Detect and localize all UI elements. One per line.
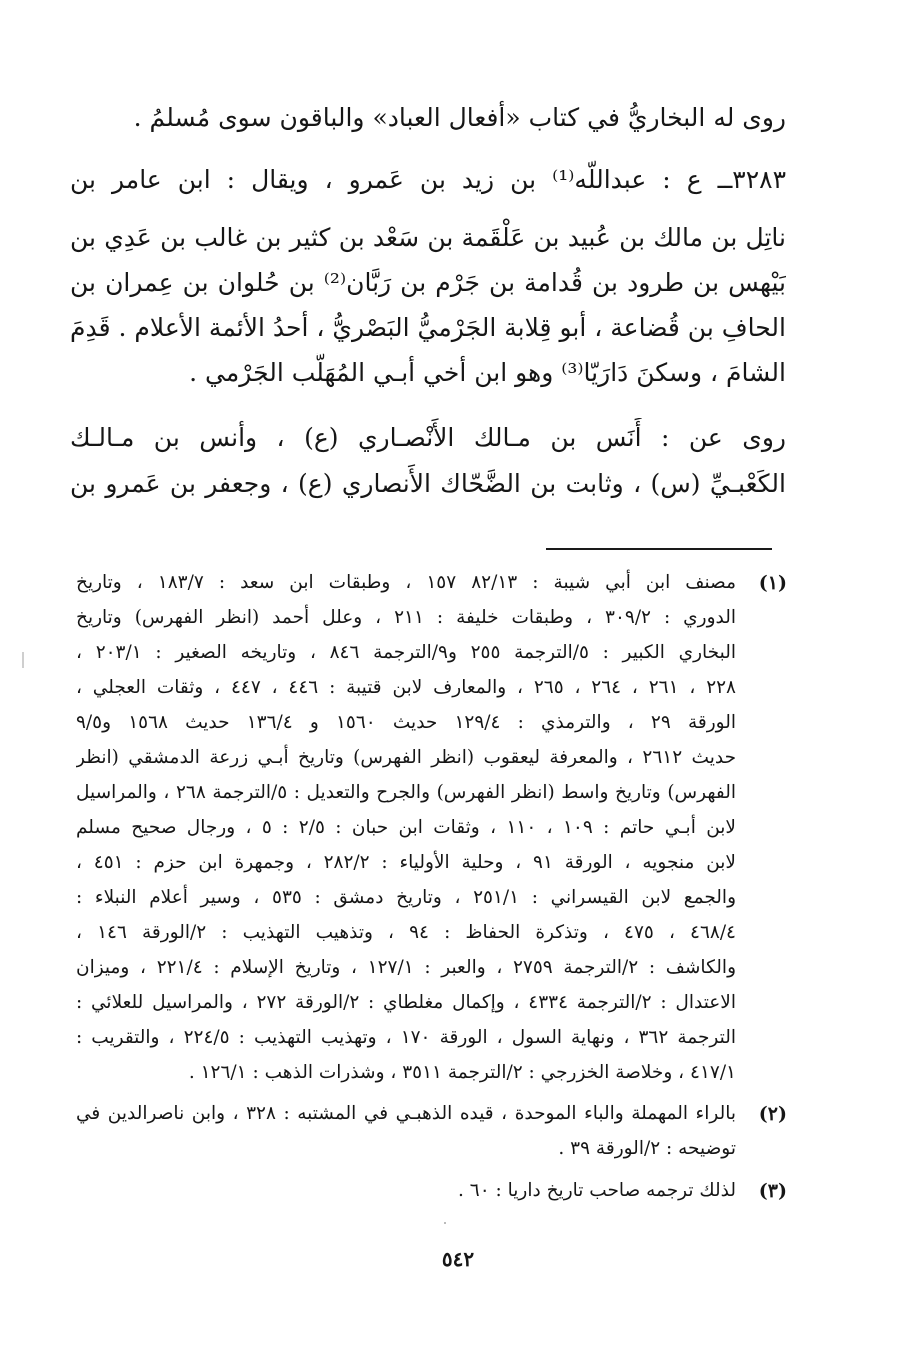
main-text-line-3: ناتِل بن مالك بن عُبيد بن عَلْقَمة بن سَعْد بن كثير بن غالب بن عَدِي بن <box>70 223 786 252</box>
footnote-marker-1: (١) <box>758 572 787 594</box>
main-text-line-1: روى له البخاريُّ في كتاب «أفعال العباد» والباقون سوى مُسلمُ . <box>133 103 786 132</box>
footnote-1-line-3: البخاري الكبير : ٥/الترجمة ٢٥٥ و٩/الترجمة ٨٤٦ ، وتاريخه الصغير : ٢٠٣/١ ، <box>76 642 736 663</box>
main-text-line-8: الكَعْبـيِّ (س) ، وثابت بن الضَّحّاك الأَنصاري (ع) ، وجعفر بن عَمرو بن <box>70 469 786 498</box>
scan-speck <box>444 1222 446 1224</box>
footnote-1-line-10: والجمع لابن القيسراني : ٢٥١/١ ، وتاريخ دمشق : ٥٣٥ ، وسير أعلام النبلاء : <box>76 887 736 908</box>
footnote-1-line-8: لابن أبـي حاتم : ١٠٩ ، ١١٠ ، وثقات ابن حبان : ٢/٥ : ٥ ، ورجال صحيح مسلم <box>76 817 736 838</box>
main-text-line-6: الشامَ ، وسكنَ دَارَيّا⁽³⁾ وهو ابن أخي أبـي المُهَلَّب الجَرْمي . <box>189 358 786 387</box>
footnote-marker-3: (٣) <box>758 1180 787 1202</box>
footnote-2-line-1: بالراء المهملة والباء الموحدة ، قيده الذهبـي في المشتبه : ٣٢٨ ، وابن ناصرالدين في <box>76 1103 736 1124</box>
entry-heading-line <box>70 160 786 200</box>
footnote-2-line-2: توضيحه : ٢/الورقة ٣٩ . <box>558 1138 736 1159</box>
main-text-line-7: روى عن : أَنَس بن مـالك الأَنْصـاري (ع) ، وأنس بن مـالـك <box>70 423 786 452</box>
footnote-1-line-9: لابن منجويه ، الورقة ٩١ ، وحلية الأولياء : ٢٨٢/٢ ، وجمهرة ابن حزم : ٤٥١ ، <box>76 852 736 873</box>
footnote-1-line-4: ٢٢٨ ، ٢٦١ ، ٢٦٤ ، ٢٦٥ ، والمعارف لابن قتيبة : ٤٤٦ ، ٤٤٧ ، وثقات العجلي ، <box>76 677 736 698</box>
footnote-1-line-1: مصنف ابن أبي شيبة : ٨٢/١٣ ١٥٧ ، وطبقات ابن سعد : ١٨٣/٧ ، وتاريخ <box>76 572 736 593</box>
footnote-3-line-1: لذلك ترجمه صاحب تاريخ داريا : ٦٠ . <box>458 1180 736 1201</box>
main-text-line-2: ٣٢٨٣ــ ع : عبداللّه⁽¹⁾ بن زيد بن عَمرو ، ويقال : ابن عامر بن <box>70 165 786 194</box>
main-text-line-4: بَيْهس بن طرود بن قُدامة بن جَرْم بن رَبَّان⁽²⁾ بن حُلوان بن عِمران بن <box>70 268 786 297</box>
footnote-1-line-2: الدوري : ٣٠٩/٢ ، وطبقات خليفة : ٢١١ ، وعلل أحمد (انظر الفهرس) وتاريخ <box>76 607 736 628</box>
footnote-marker-2: (٢) <box>758 1103 787 1125</box>
footnote-1-line-14: الترجمة ٣٦٢ ، ونهاية السول ، الورقة ١٧٠ ، وتهذيب التهذيب : ٢٢٤/٥ ، والتقريب : <box>76 1027 736 1048</box>
footnote-1-line-7: الفهرس) وتاريخ واسط (انظر الفهرس) والجرح والتعديل : ٥/الترجمة ٢٦٨ ، والمراسيل <box>76 782 736 803</box>
footnote-1-line-6: حديث ٢٦١٢ ، والمعرفة ليعقوب (انظر الفهرس) وتاريخ أبـي زرعة الدمشقي (انظر <box>76 747 736 768</box>
page-number: ٥٤٢ <box>441 1247 475 1271</box>
footnote-1-line-5: الورقة ٢٩ ، والترمذي : ١٢٩/٤ حديث ١٥٦٠ و ١٣٦/٤ حديث ١٥٦٨ و٩/٥ <box>76 712 736 733</box>
scan-margin-mark <box>22 652 24 668</box>
footnote-1-line-12: والكاشف : ٢/الترجمة ٢٧٥٩ ، والعبر : ١٢٧/١ ، وتاريخ الإسلام : ٢٢١/٤ ، وميزان <box>76 957 736 978</box>
main-text-line-5: الحافِ بن قُضاعة ، أبو قِلابة الجَرْميُّ البَصْريُّ ، أحدُ الأئمة الأعلام . قَدِمَ <box>70 313 786 342</box>
footnote-1-line-11: ٤٦٨/٤ ، ٤٧٥ ، وتذكرة الحفاظ : ٩٤ ، وتذهيب التهذيب : ٢/الورقة ١٤٦ ، <box>76 922 736 943</box>
footnote-1-line-15: ٤١٧/١ ، وخلاصة الخزرجي : ٢/الترجمة ٣٥١١ ، وشذرات الذهب : ١٢٦/١ . <box>188 1062 736 1083</box>
footnote-divider <box>546 548 772 550</box>
footnote-1-line-13: الاعتدال : ٢/الترجمة ٤٣٣٤ ، وإكمال مغلطاي : ٢/الورقة ٢٧٢ ، والمراسيل للعلائي : <box>76 992 736 1013</box>
